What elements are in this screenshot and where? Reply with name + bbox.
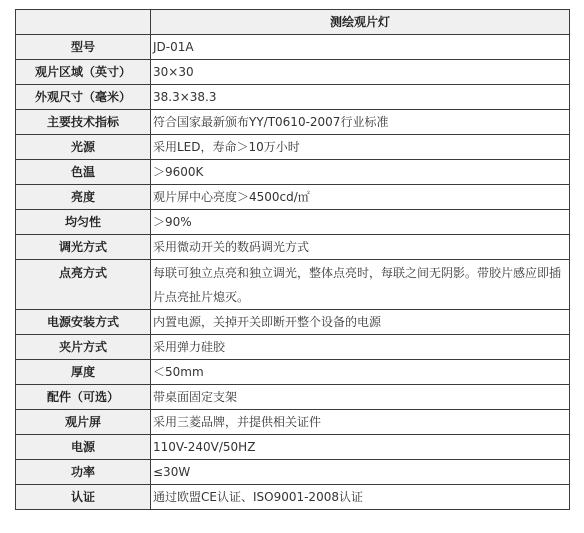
row-label: 厚度 <box>16 360 151 385</box>
table-row-standard <box>16 110 570 135</box>
row-value: 30×30 <box>151 60 570 85</box>
row-value: 通过欧盟CE认证、ISO9001-2008认证 <box>151 485 570 510</box>
row-label: 观片区域（英寸） <box>16 60 151 85</box>
table-header-row <box>16 10 570 35</box>
table-row-model <box>16 35 570 60</box>
row-label: 点亮方式 <box>16 260 151 310</box>
row-label: 主要技术指标 <box>16 110 151 135</box>
row-label: 电源 <box>16 435 151 460</box>
row-value: 110V-240V/50HZ <box>151 435 570 460</box>
table-row-dimensions <box>16 85 570 110</box>
table-row-brightness <box>16 185 570 210</box>
row-label: 夹片方式 <box>16 335 151 360</box>
row-value: 38.3×38.3 <box>151 85 570 110</box>
table-row-screen <box>16 410 570 435</box>
row-label: 亮度 <box>16 185 151 210</box>
row-value: 内置电源，关掉开关即断开整个设备的电源 <box>151 310 570 335</box>
row-value: ＞90% <box>151 210 570 235</box>
table-row-thickness <box>16 360 570 385</box>
row-value: 采用微动开关的数码调光方式 <box>151 235 570 260</box>
table-row-clip-mode <box>16 335 570 360</box>
table-title: 测绘观片灯 <box>151 10 570 35</box>
row-label: 功率 <box>16 460 151 485</box>
row-value: 观片屏中心亮度＞4500cd/㎡ <box>151 185 570 210</box>
row-value: 采用三菱品牌，并提供相关证件 <box>151 410 570 435</box>
spec-table <box>15 9 570 510</box>
table-row-lighting-mode <box>16 260 570 310</box>
row-value: 符合国家最新颁布YY/T0610-2007行业标准 <box>151 110 570 135</box>
row-label: 认证 <box>16 485 151 510</box>
row-label: 调光方式 <box>16 235 151 260</box>
row-value: 带桌面固定支架 <box>151 385 570 410</box>
table-row-wattage <box>16 460 570 485</box>
table-row-dimming <box>16 235 570 260</box>
row-label: 观片屏 <box>16 410 151 435</box>
table-row-power-install <box>16 310 570 335</box>
table-row-power-supply <box>16 435 570 460</box>
row-value: 每联可独立点亮和独立调光，整体点亮时，每联之间无阴影。带胶片感应即插片点亮扯片熄灭。 <box>151 260 570 310</box>
row-label: 型号 <box>16 35 151 60</box>
row-value: ＞9600K <box>151 160 570 185</box>
row-label: 光源 <box>16 135 151 160</box>
table-row-accessories <box>16 385 570 410</box>
row-value: 采用弹力硅胶 <box>151 335 570 360</box>
table-row-certification <box>16 485 570 510</box>
row-label: 均匀性 <box>16 210 151 235</box>
table-row-uniformity <box>16 210 570 235</box>
header-label-cell <box>16 10 151 35</box>
row-value: ＜50mm <box>151 360 570 385</box>
row-value: ≤30W <box>151 460 570 485</box>
row-label: 外观尺寸（毫米） <box>16 85 151 110</box>
row-label: 色温 <box>16 160 151 185</box>
table-row-viewing-area <box>16 60 570 85</box>
row-label: 配件（可选） <box>16 385 151 410</box>
table-row-light-source <box>16 135 570 160</box>
row-label: 电源安装方式 <box>16 310 151 335</box>
row-value: JD-01A <box>151 35 570 60</box>
table-row-color-temp <box>16 160 570 185</box>
row-value: 采用LED，寿命＞10万小时 <box>151 135 570 160</box>
